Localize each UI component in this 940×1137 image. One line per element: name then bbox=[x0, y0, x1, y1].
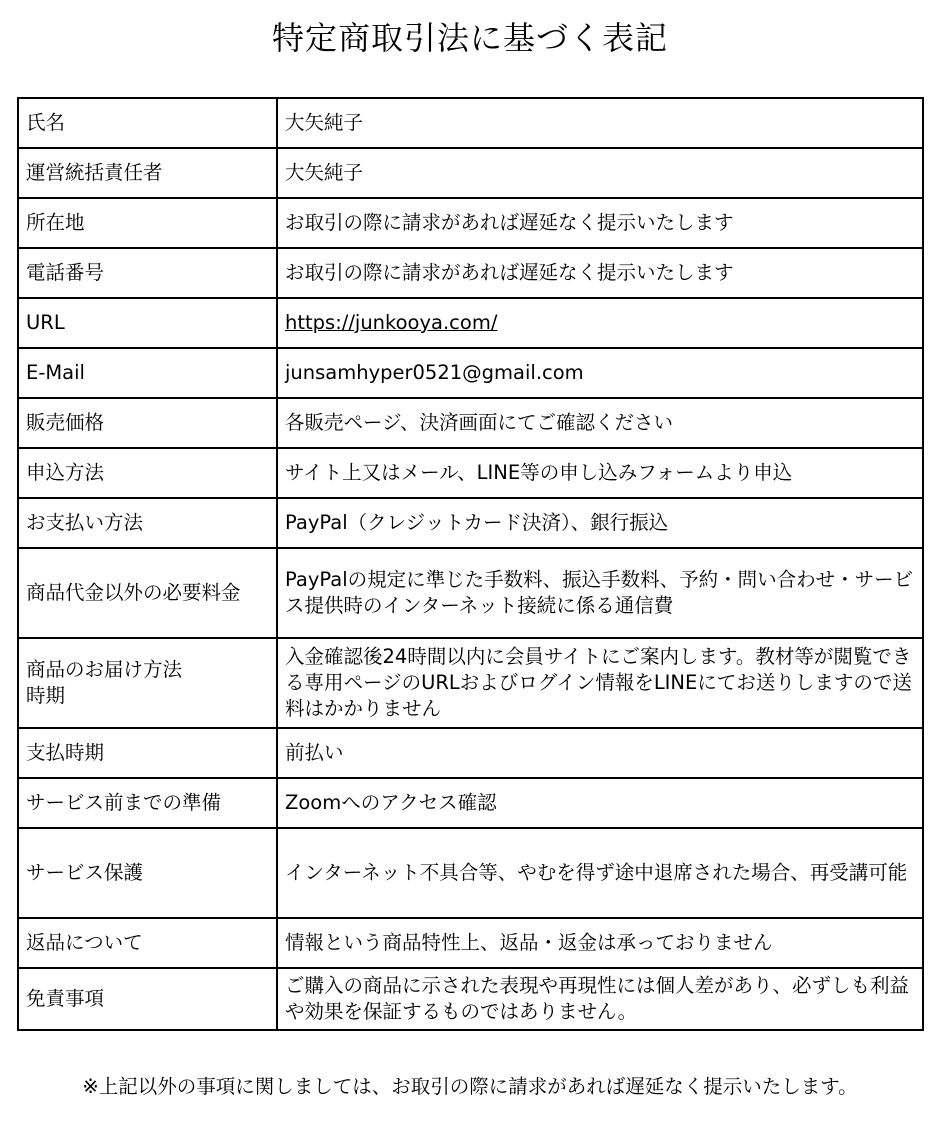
table-row bbox=[18, 498, 923, 548]
table-row bbox=[18, 148, 923, 198]
row-value-preparation: Zoomへのアクセス確認 bbox=[277, 778, 923, 828]
table-row bbox=[18, 298, 923, 348]
table-row bbox=[18, 98, 923, 148]
row-label-payment-method: お支払い方法 bbox=[18, 498, 277, 548]
row-value-application: サイト上又はメール、LINE等の申し込みフォームより申込 bbox=[277, 448, 923, 498]
row-label-price: 販売価格 bbox=[18, 398, 277, 448]
row-value-phone: お取引の際に請求があれば遅延なく提示いたします bbox=[277, 248, 923, 298]
table-row bbox=[18, 548, 923, 638]
row-value-name: 大矢純子 bbox=[277, 98, 923, 148]
footnote: ※上記以外の事項に関しましては、お取引の際に請求があれば遅延なく提示いたします。 bbox=[82, 1075, 858, 1098]
row-value-url bbox=[277, 298, 923, 348]
row-label-address: 所在地 bbox=[18, 198, 277, 248]
table-row bbox=[18, 778, 923, 828]
row-value-price: 各販売ページ、決済画面にてご確認ください bbox=[277, 398, 923, 448]
row-label-url: URL bbox=[18, 298, 277, 348]
row-value-manager: 大矢純子 bbox=[277, 148, 923, 198]
table-row bbox=[18, 918, 923, 968]
row-value-service-protection: インターネット不具合等、やむを得ず途中退席された場合、再受講可能 bbox=[277, 828, 923, 918]
row-value-extra-fees: PayPalの規定に準じた手数料、振込手数料、予約・問い合わせ・サービス提供時のインターネット接続に係る通信費 bbox=[277, 548, 923, 638]
row-value-returns: 情報という商品特性上、返品・返金は承っておりません bbox=[277, 918, 923, 968]
row-value-payment-timing: 前払い bbox=[277, 728, 923, 778]
website-link[interactable]: https://junkooya.com/ bbox=[285, 311, 498, 334]
row-label-preparation: サービス前までの準備 bbox=[18, 778, 277, 828]
row-value-address: お取引の際に請求があれば遅延なく提示いたします bbox=[277, 198, 923, 248]
legal-info-table bbox=[17, 97, 924, 1031]
row-value-email: junsamhyper0521@gmail.com bbox=[277, 348, 923, 398]
row-label-application: 申込方法 bbox=[18, 448, 277, 498]
row-label-email: E-Mail bbox=[18, 348, 277, 398]
row-label-delivery: 商品のお届け方法 時期 bbox=[18, 638, 277, 728]
page-title: 特定商取引法に基づく表記 bbox=[271, 19, 668, 57]
row-label-payment-timing: 支払時期 bbox=[18, 728, 277, 778]
table-row bbox=[18, 448, 923, 498]
row-label-name: 氏名 bbox=[18, 98, 277, 148]
table-row bbox=[18, 728, 923, 778]
row-value-disclaimer: ご購入の商品に示された表現や再現性には個人差があり、必ずしも利益や効果を保証するものではありません。 bbox=[277, 968, 923, 1030]
row-label-phone: 電話番号 bbox=[18, 248, 277, 298]
table-row bbox=[18, 248, 923, 298]
row-value-delivery: 入金確認後24時間以内に会員サイトにご案内します。教材等が閲覧できる専用ページのURLおよびログイン情報をLINEにてお送りしますので送料はかかりません bbox=[277, 638, 923, 728]
table-row bbox=[18, 638, 923, 728]
table-row bbox=[18, 828, 923, 918]
row-label-extra-fees: 商品代金以外の必要料金 bbox=[18, 548, 277, 638]
row-label-returns: 返品について bbox=[18, 918, 277, 968]
table-row bbox=[18, 348, 923, 398]
row-label-disclaimer: 免責事項 bbox=[18, 968, 277, 1030]
table-row bbox=[18, 968, 923, 1030]
table-row bbox=[18, 398, 923, 448]
table-row bbox=[18, 198, 923, 248]
row-label-service-protection: サービス保護 bbox=[18, 828, 277, 918]
row-label-manager: 運営統括責任者 bbox=[18, 148, 277, 198]
row-value-payment-method: PayPal（クレジットカード決済）、銀行振込 bbox=[277, 498, 923, 548]
